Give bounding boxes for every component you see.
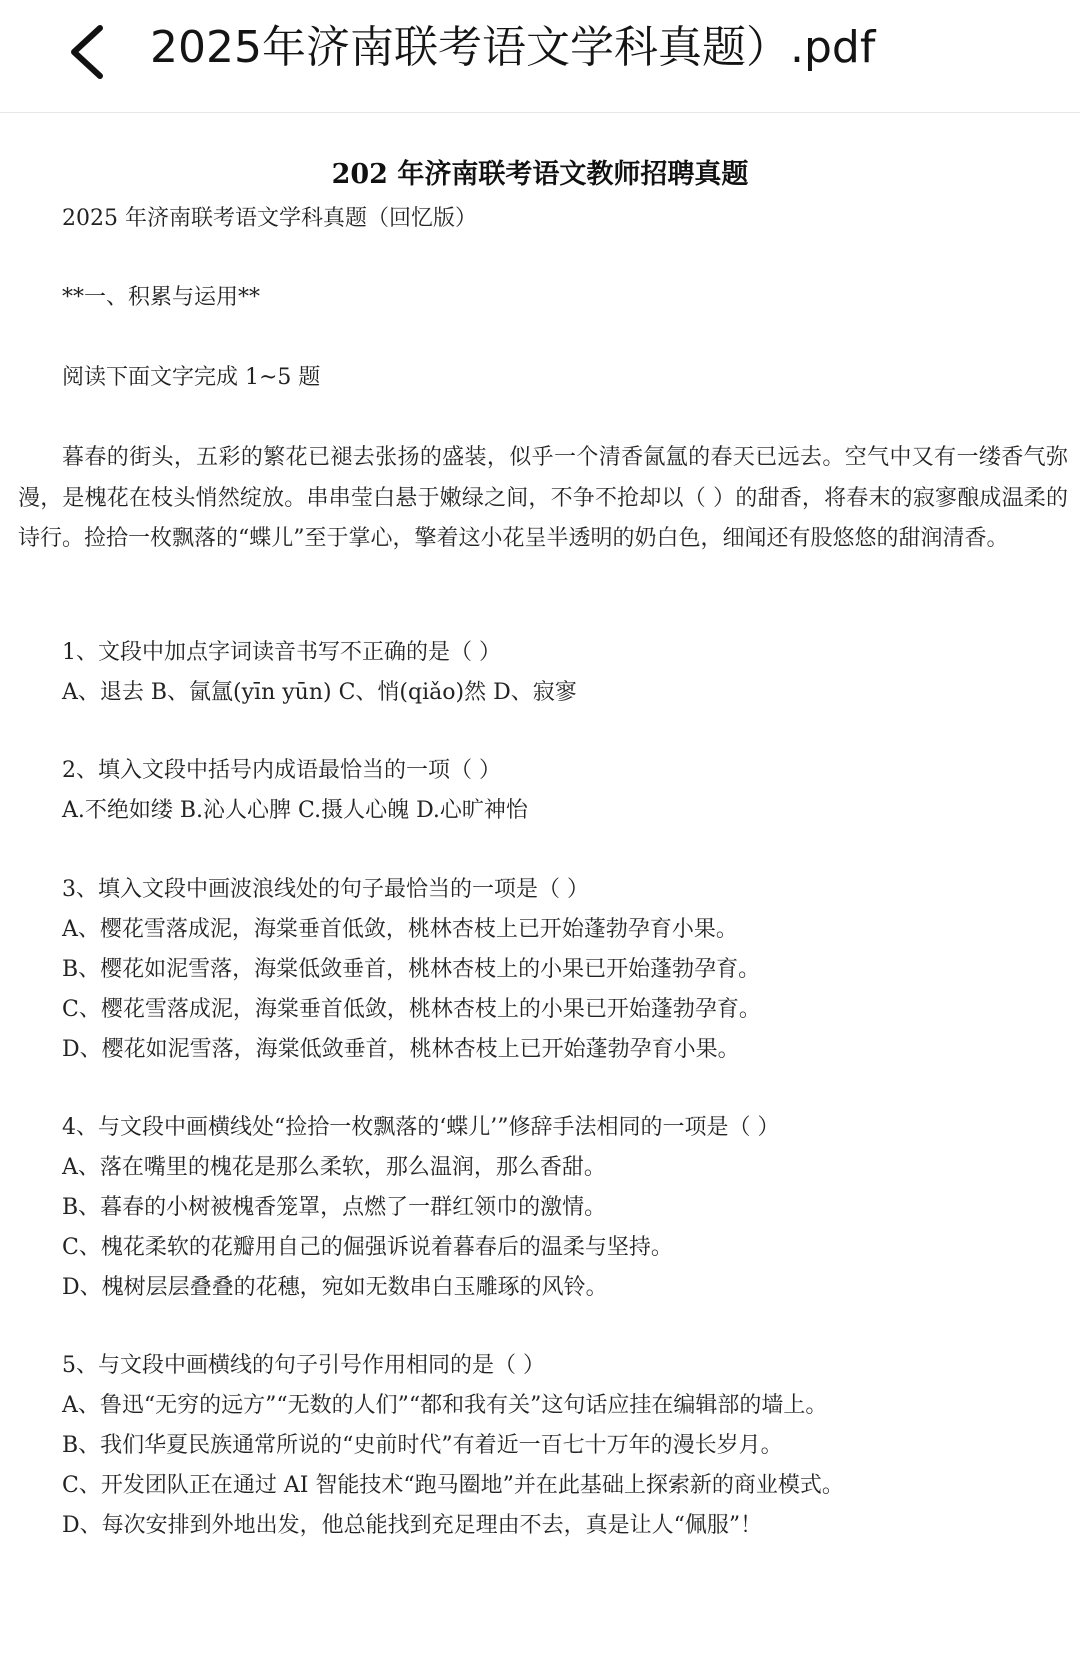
question-stem: 1、文段中加点字词读音书写不正确的是（ ） (62, 640, 501, 665)
question-option: D、每次安排到外地出发，他总能找到充足理由不去，真是让人“佩服”！ (62, 1513, 763, 1538)
top-bar (0, 0, 1080, 113)
section-heading: **一、积累与运用** (62, 285, 261, 310)
question-option: A、落在嘴里的槐花是那么柔软，那么温润，那么香甜。 (62, 1155, 606, 1180)
question-option: A、樱花雪落成泥，海棠垂首低敛，桃林杏枝上已开始蓬勃孕育小果。 (62, 917, 738, 942)
question-5 (62, 1346, 1062, 1546)
question-stem: 5、与文段中画横线的句子引号作用相同的是（ ） (62, 1353, 545, 1378)
document-subtitle: 2025 年济南联考语文学科真题（回忆版） (62, 206, 477, 231)
question-option: C、槐花柔软的花瓣用自己的倔强诉说着暮春后的温柔与坚持。 (62, 1235, 673, 1260)
question-stem: 3、填入文段中画波浪线处的句子最恰当的一项是（ ） (62, 877, 589, 902)
question-4 (62, 1108, 1062, 1308)
question-option: B、我们华夏民族通常所说的“史前时代”有着近一百七十万年的漫长岁月。 (62, 1433, 783, 1458)
question-option: A、退去 B、氤氲(yīn yūn) C、悄(qiǎo)然 D、寂寥 (62, 680, 577, 705)
question-option: D、樱花如泥雪落，海棠低敛垂首，桃林杏枝上已开始蓬勃孕育小果。 (62, 1037, 740, 1062)
question-option: D、槐树层层叠叠的花穗，宛如无数串白玉雕琢的风铃。 (62, 1275, 608, 1300)
question-stem: 2、填入文段中括号内成语最恰当的一项（ ） (62, 758, 501, 783)
reading-instruction: 阅读下面文字完成 1~5 题 (62, 365, 321, 390)
chevron-left-icon[interactable] (60, 22, 116, 82)
question-1 (62, 633, 1062, 713)
document-title: 202 年济南联考语文教师招聘真题 (331, 159, 749, 190)
question-option: A.不绝如缕 B.沁人心脾 C.摄人心魄 D.心旷神怡 (62, 798, 528, 823)
question-2 (62, 751, 1062, 831)
question-option: B、樱花如泥雪落，海棠低敛垂首，桃林杏枝上的小果已开始蓬勃孕育。 (62, 957, 761, 982)
reading-passage: 暮春的街头，五彩的繁花已褪去张扬的盛装，似乎一个清香氤氲的春天已远去。空气中又有一缕香气弥漫，是槐花在枝头悄然绽放。串串莹白悬于嫩绿之间，不争不抢却以（ ）的甜香，将春末的寂寥酿成温柔的诗行。捡拾一枚飘落的“蝶儿”至于掌心，擎着这小花呈半透明的奶白色，细闻还有股悠悠的甜润清香。 (18, 445, 1068, 551)
question-option: B、暮春的小树被槐香笼罩，点燃了一群红领巾的激情。 (62, 1195, 607, 1220)
file-title: 2025年济南联考语文学科真题）.pdf (150, 22, 876, 73)
question-stem: 4、与文段中画横线处“捡拾一枚飘落的‘蝶儿’”修辞手法相同的一项是（ ） (62, 1115, 780, 1140)
question-option: C、开发团队正在通过 AI 智能技术“跑马圈地”并在此基础上探索新的商业模式。 (62, 1473, 844, 1498)
pdf-page (0, 113, 1080, 1653)
question-3 (62, 870, 1062, 1070)
question-option: C、樱花雪落成泥，海棠垂首低敛，桃林杏枝上的小果已开始蓬勃孕育。 (62, 997, 761, 1022)
question-option: A、鲁迅“无穷的远方”“无数的人们”“都和我有关”这句话应挂在编辑部的墙上。 (62, 1393, 828, 1418)
